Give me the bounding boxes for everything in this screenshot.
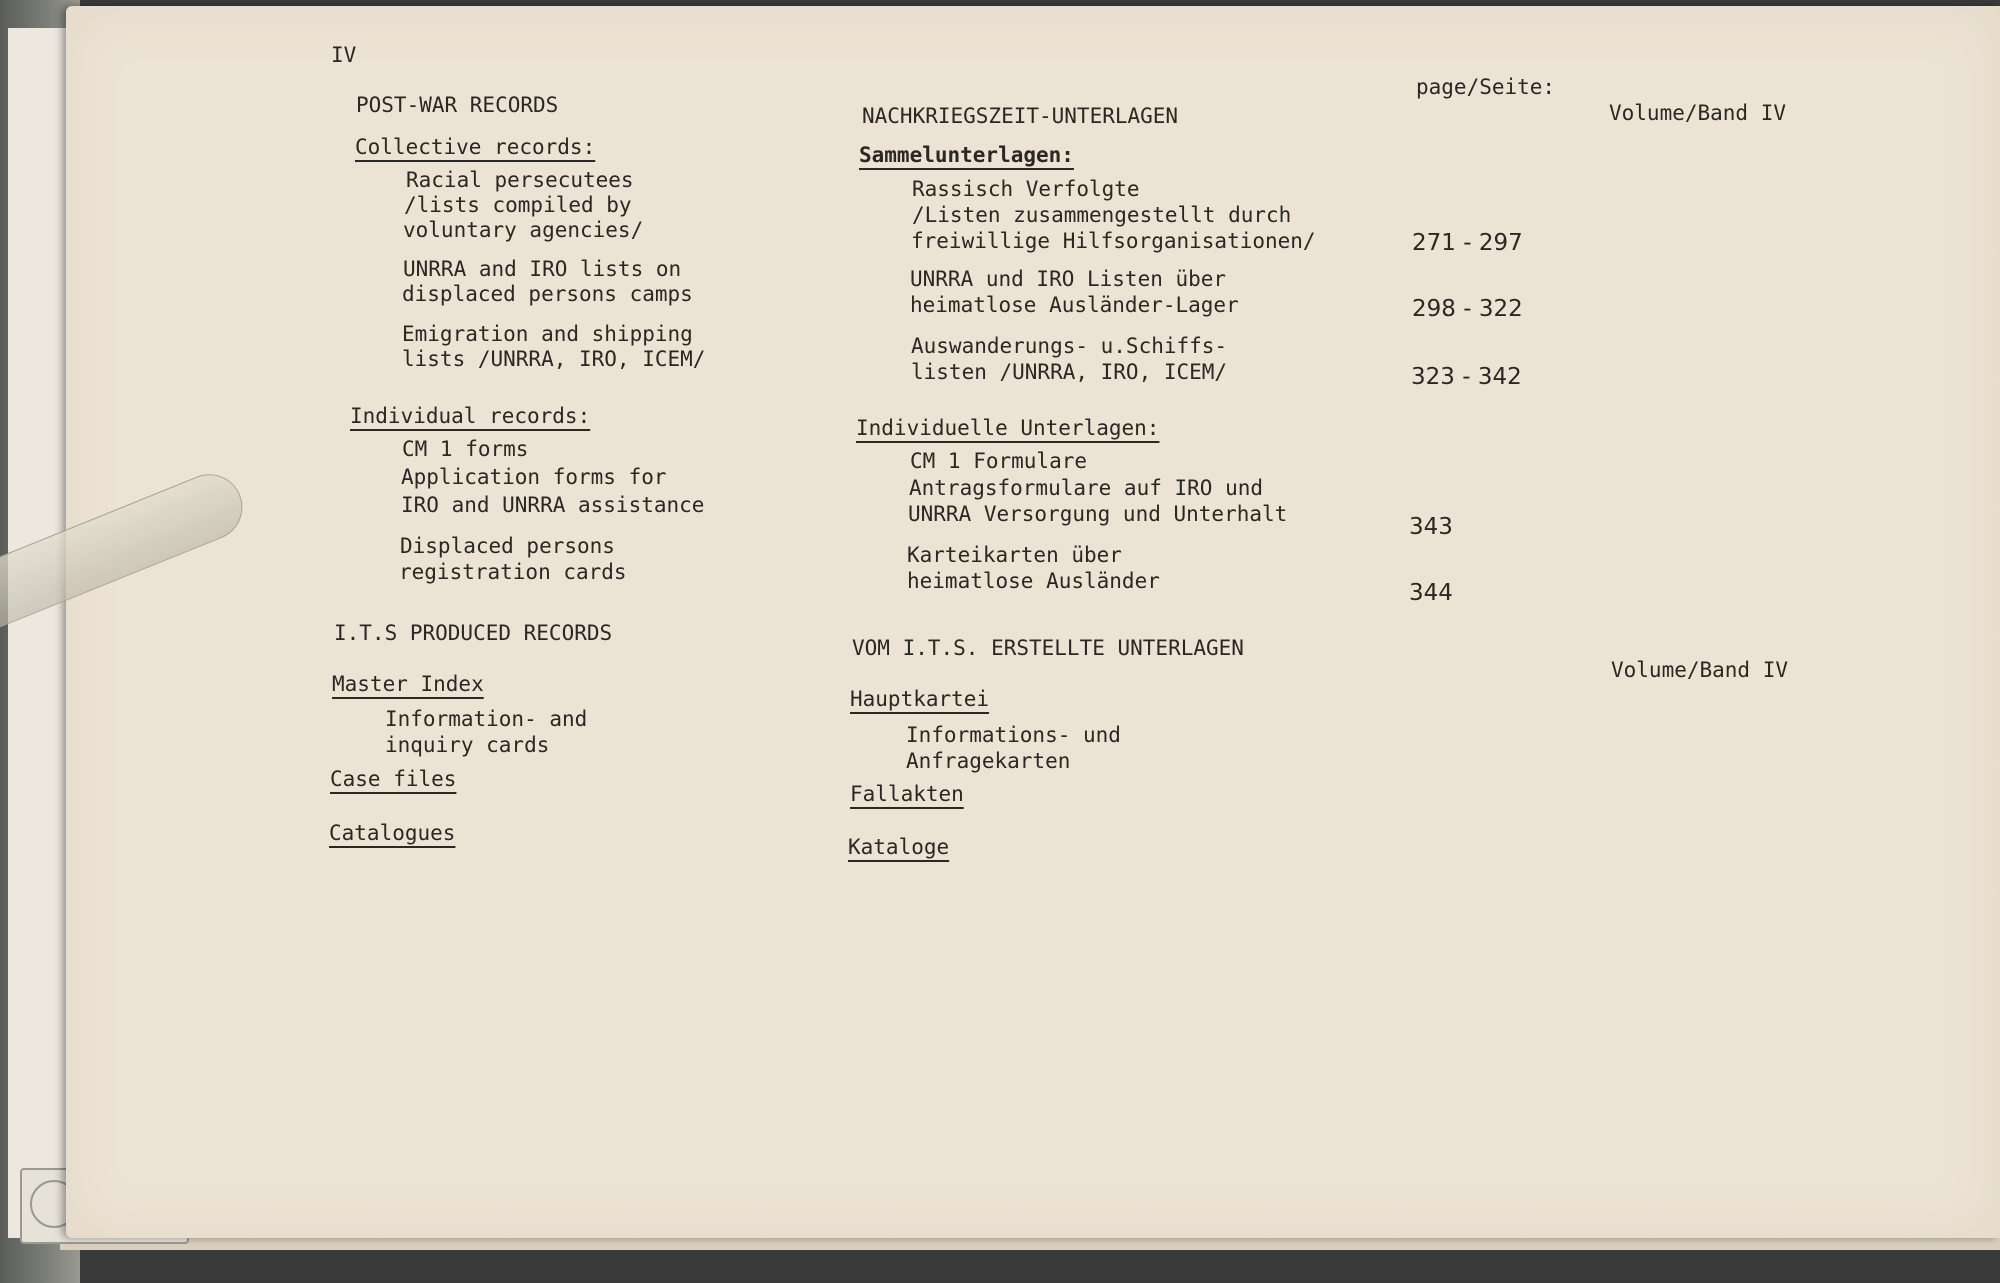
german-case-files: Fallakten: [850, 782, 964, 806]
german-individual-line: Karteikarten über: [907, 543, 1122, 567]
german-individual-line: UNRRA Versorgung und Unterhalt: [908, 502, 1288, 526]
page-number: IV: [331, 43, 357, 67]
page-range: 298 - 322: [1412, 296, 1523, 322]
volume-label-1: Volume/Band IV: [1609, 101, 1787, 125]
english-section1-title: POST-WAR RECORDS: [356, 93, 559, 117]
german-collective-line: listen /UNRRA, IRO, ICEM/: [911, 360, 1228, 384]
english-collective-line: UNRRA and IRO lists on: [403, 257, 682, 281]
german-catalogues: Kataloge: [848, 835, 950, 859]
english-individual-heading: Individual records:: [350, 404, 591, 428]
german-individual-line: CM 1 Formulare: [910, 449, 1088, 473]
german-collective-line: heimatlose Ausländer-Lager: [910, 293, 1239, 317]
page-range: 344: [1409, 580, 1453, 606]
english-master-index: Master Index: [332, 672, 484, 696]
english-collective-line: /lists compiled by: [404, 193, 632, 217]
german-collective-line: Auswanderungs- u.Schiffs-: [911, 334, 1228, 358]
document-page: [66, 6, 2000, 1238]
german-collective-line: /Listen zusammengestellt durch: [912, 203, 1292, 227]
english-collective-line: lists /UNRRA, IRO, ICEM/: [402, 347, 706, 371]
english-section2-title: I.T.S PRODUCED RECORDS: [334, 621, 613, 645]
german-section2-title: VOM I.T.S. ERSTELLTE UNTERLAGEN: [852, 636, 1244, 660]
english-individual-line: Displaced persons: [400, 534, 615, 558]
english-case-files: Case files: [330, 767, 457, 791]
english-collective-line: voluntary agencies/: [403, 218, 644, 242]
english-collective-line: Emigration and shipping: [402, 322, 693, 346]
english-collective-line: Racial persecutees: [406, 168, 634, 192]
german-collective-line: UNRRA und IRO Listen über: [910, 267, 1227, 291]
german-individual-line: Antragsformulare auf IRO und: [909, 476, 1264, 500]
german-master-index: Hauptkartei: [850, 687, 990, 711]
english-catalogues: Catalogues: [329, 821, 456, 845]
page-column-header: page/Seite:: [1416, 75, 1556, 99]
page-range: 343: [1409, 514, 1453, 540]
english-collective-line: displaced persons camps: [402, 282, 693, 306]
english-collective-heading: Collective records:: [355, 135, 596, 159]
english-master-index-line: inquiry cards: [385, 733, 550, 757]
english-individual-line: registration cards: [399, 560, 627, 584]
german-collective-line: freiwillige Hilfsorganisationen/: [911, 229, 1316, 253]
german-collective-heading: Sammelunterlagen:: [859, 143, 1074, 167]
volume-label-2: Volume/Band IV: [1611, 658, 1789, 682]
english-individual-line: CM 1 forms: [402, 437, 529, 461]
german-master-index-line: Informations- und: [906, 723, 1121, 747]
english-individual-line: IRO and UNRRA assistance: [401, 493, 705, 517]
english-master-index-line: Information- and: [385, 707, 588, 731]
page-range: 271 - 297: [1412, 230, 1523, 256]
german-collective-line: Rassisch Verfolgte: [912, 177, 1140, 201]
page-range: 323 - 342: [1411, 364, 1522, 390]
english-individual-line: Application forms for: [401, 465, 667, 489]
german-section1-title: NACHKRIEGSZEIT-UNTERLAGEN: [862, 104, 1179, 128]
german-individual-heading: Individuelle Unterlagen:: [856, 416, 1160, 440]
german-master-index-line: Anfragekarten: [906, 749, 1071, 773]
german-individual-line: heimatlose Ausländer: [907, 569, 1160, 593]
